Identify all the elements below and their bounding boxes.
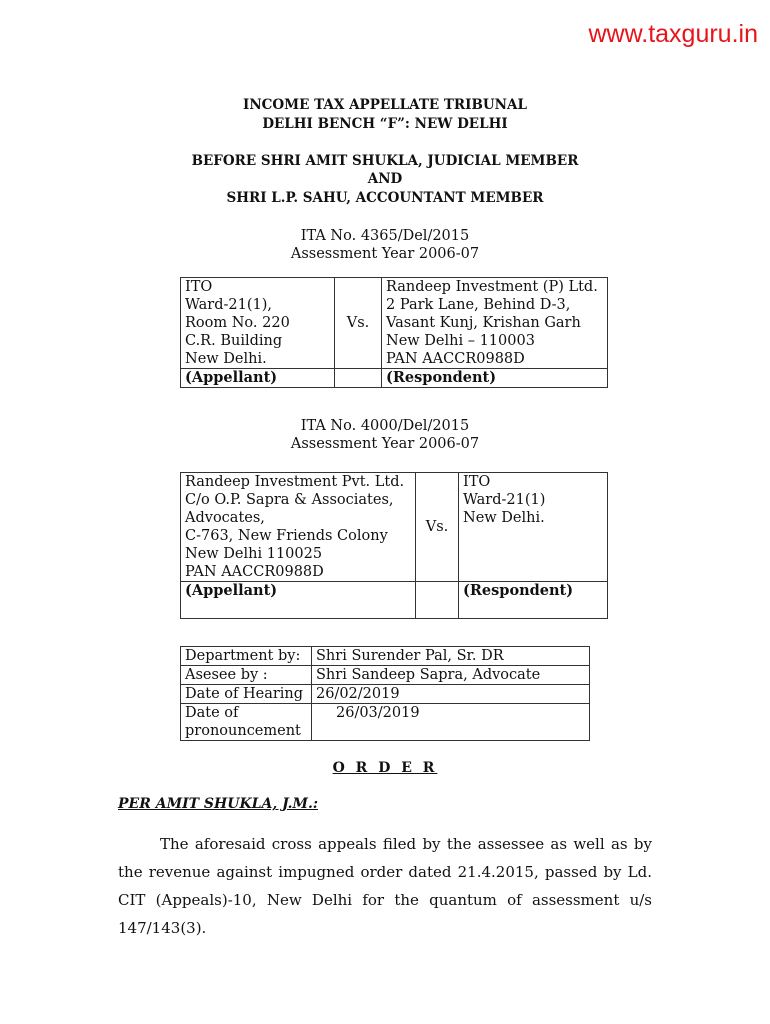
dept-label: Department by:: [181, 647, 312, 666]
assessee-label: Asesee by :: [181, 666, 312, 685]
bench-title: DELHI BENCH “F”: NEW DELHI: [262, 116, 508, 132]
case2-respondent-address: ITO Ward-21(1) New Delhi.: [459, 473, 608, 582]
case2-ita: ITA No. 4000/Del/2015: [300, 418, 470, 434]
case2-vs: Vs.: [416, 473, 459, 582]
dept-value: Shri Surender Pal, Sr. DR: [312, 647, 590, 666]
case2-appellant-address: Randeep Investment Pvt. Ltd. C/o O.P. Sapra & Associates, Advocates, C-763, New Friends Colony New Delhi 110025 PAN AACCR0988D: [181, 473, 416, 582]
hearing-value: 26/02/2019: [312, 685, 590, 704]
appearances-table: [180, 646, 590, 741]
case2-parties-table: [180, 472, 608, 619]
case1-respondent-address: Randeep Investment (P) Ltd. 2 Park Lane, Behind D-3, Vasant Kunj, Krishan Garh New Delhi – 110003 PAN AACCR0988D: [382, 278, 608, 369]
bench-member-2: SHRI L.P. SAHU, ACCOUNTANT MEMBER: [226, 190, 544, 206]
case1-vs: Vs.: [335, 278, 382, 369]
hearing-label: Date of Hearing: [181, 685, 312, 704]
watermark: www.taxguru.in: [588, 20, 758, 48]
case1-respondent-role: (Respondent): [382, 369, 608, 388]
case1-ita: ITA No. 4365/Del/2015: [300, 228, 470, 244]
order-title: O R D E R: [332, 760, 438, 776]
bench-and: AND: [367, 171, 403, 187]
tribunal-title: INCOME TAX APPELLATE TRIBUNAL: [243, 97, 527, 113]
order-paragraph: The aforesaid cross appeals filed by the assessee as well as by the revenue against impugned order dated 21.4.2015, passed by Ld. CIT (Appeals)-10, New Delhi for the quantum of assessment u/s 147/143(3).: [118, 835, 652, 937]
assessee-value: Shri Sandeep Sapra, Advocate: [312, 666, 590, 685]
pronouncement-label: Date of pronouncement: [181, 704, 312, 741]
case2-appellant-role: (Appellant): [181, 582, 416, 619]
case1-parties-table: [180, 277, 608, 388]
case1-appellant-address: ITO Ward-21(1), Room No. 220 C.R. Building New Delhi.: [181, 278, 335, 369]
case1-ay: Assessment Year 2006-07: [290, 246, 480, 262]
pronouncement-value: 26/03/2019: [312, 704, 590, 741]
case2-ay: Assessment Year 2006-07: [290, 436, 480, 452]
bench-member-1: BEFORE SHRI AMIT SHUKLA, JUDICIAL MEMBER: [191, 153, 579, 169]
case2-respondent-role: (Respondent): [459, 582, 608, 619]
case1-appellant-role: (Appellant): [181, 369, 335, 388]
order-author: PER AMIT SHUKLA, J.M.:: [118, 796, 319, 812]
